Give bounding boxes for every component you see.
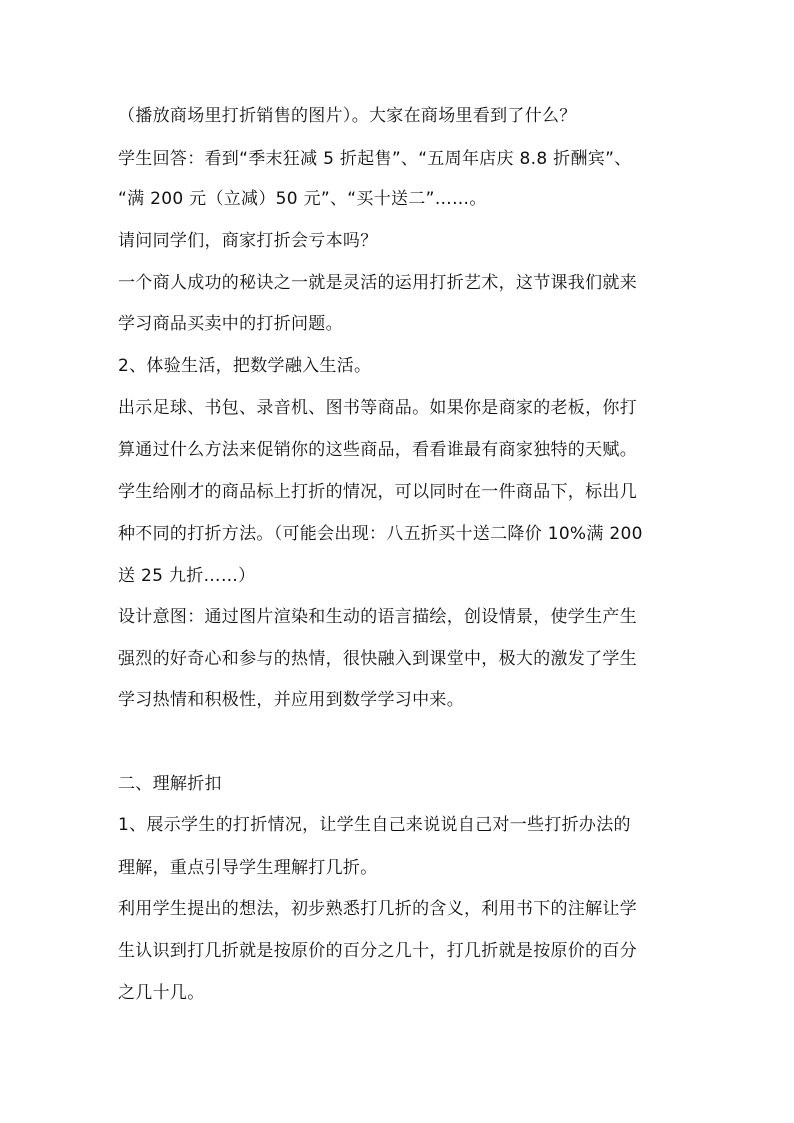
paragraph-line: 强烈的好奇心和参与的热情，很快融入到课堂中，极大的激发了学生: [118, 649, 637, 669]
section-heading: 2、体验生活，把数学融入生活。: [118, 356, 372, 376]
paragraph-line: 之几十几。: [118, 983, 205, 1003]
paragraph-line: 利用学生提出的想法，初步熟悉打几折的含义，利用书下的注解让学: [118, 899, 637, 919]
paragraph-line: 学习商品买卖中的打折问题。: [118, 314, 343, 334]
paragraph-line: 1、展示学生的打折情况，让学生自己来说说自己对一些打折办法的: [118, 815, 631, 835]
paragraph-line: 学习热情和积极性，并应用到数学学习中来。: [118, 690, 464, 710]
paragraph-line: 送 25 九折……）: [118, 566, 256, 586]
paragraph-line: 种不同的打折方法。（可能会出现：八五折买十送二降价 10%满 200: [118, 524, 643, 544]
paragraph-line: 学生回答：看到“季末狂减 5 折起售”、“五周年店庆 8.8 折酬宾”、: [118, 149, 632, 169]
section-heading: 二、理解折扣: [118, 774, 222, 794]
paragraph-line: 出示足球、书包、录音机、图书等商品。如果你是商家的老板，你打: [118, 398, 637, 418]
paragraph-line: 设计意图：通过图片渲染和生动的语言描绘，创设情景，使学生产生: [118, 607, 637, 627]
paragraph-line: “满 200 元（立减）50 元”、“买十送二”……。: [118, 189, 487, 209]
paragraph-line: 学生给刚才的商品标上打折的情况，可以同时在一件商品下，标出几: [118, 482, 637, 502]
paragraph-line: 请问同学们，商家打折会亏本吗？: [118, 231, 378, 251]
paragraph-line: 理解，重点引导学生理解打几折。: [118, 858, 378, 878]
paragraph-line: 一个商人成功的秘诀之一就是灵活的运用打折艺术，这节课我们就来: [118, 273, 637, 293]
paragraph-line: 算通过什么方法来促销你的这些商品，看看谁最有商家独特的天赋。: [118, 440, 637, 460]
paragraph-line: （播放商场里打折销售的图片）。大家在商场里看到了什么？: [118, 106, 577, 126]
paragraph-line: 生认识到打几折就是按原价的百分之几十，打几折就是按原价的百分: [118, 941, 637, 961]
